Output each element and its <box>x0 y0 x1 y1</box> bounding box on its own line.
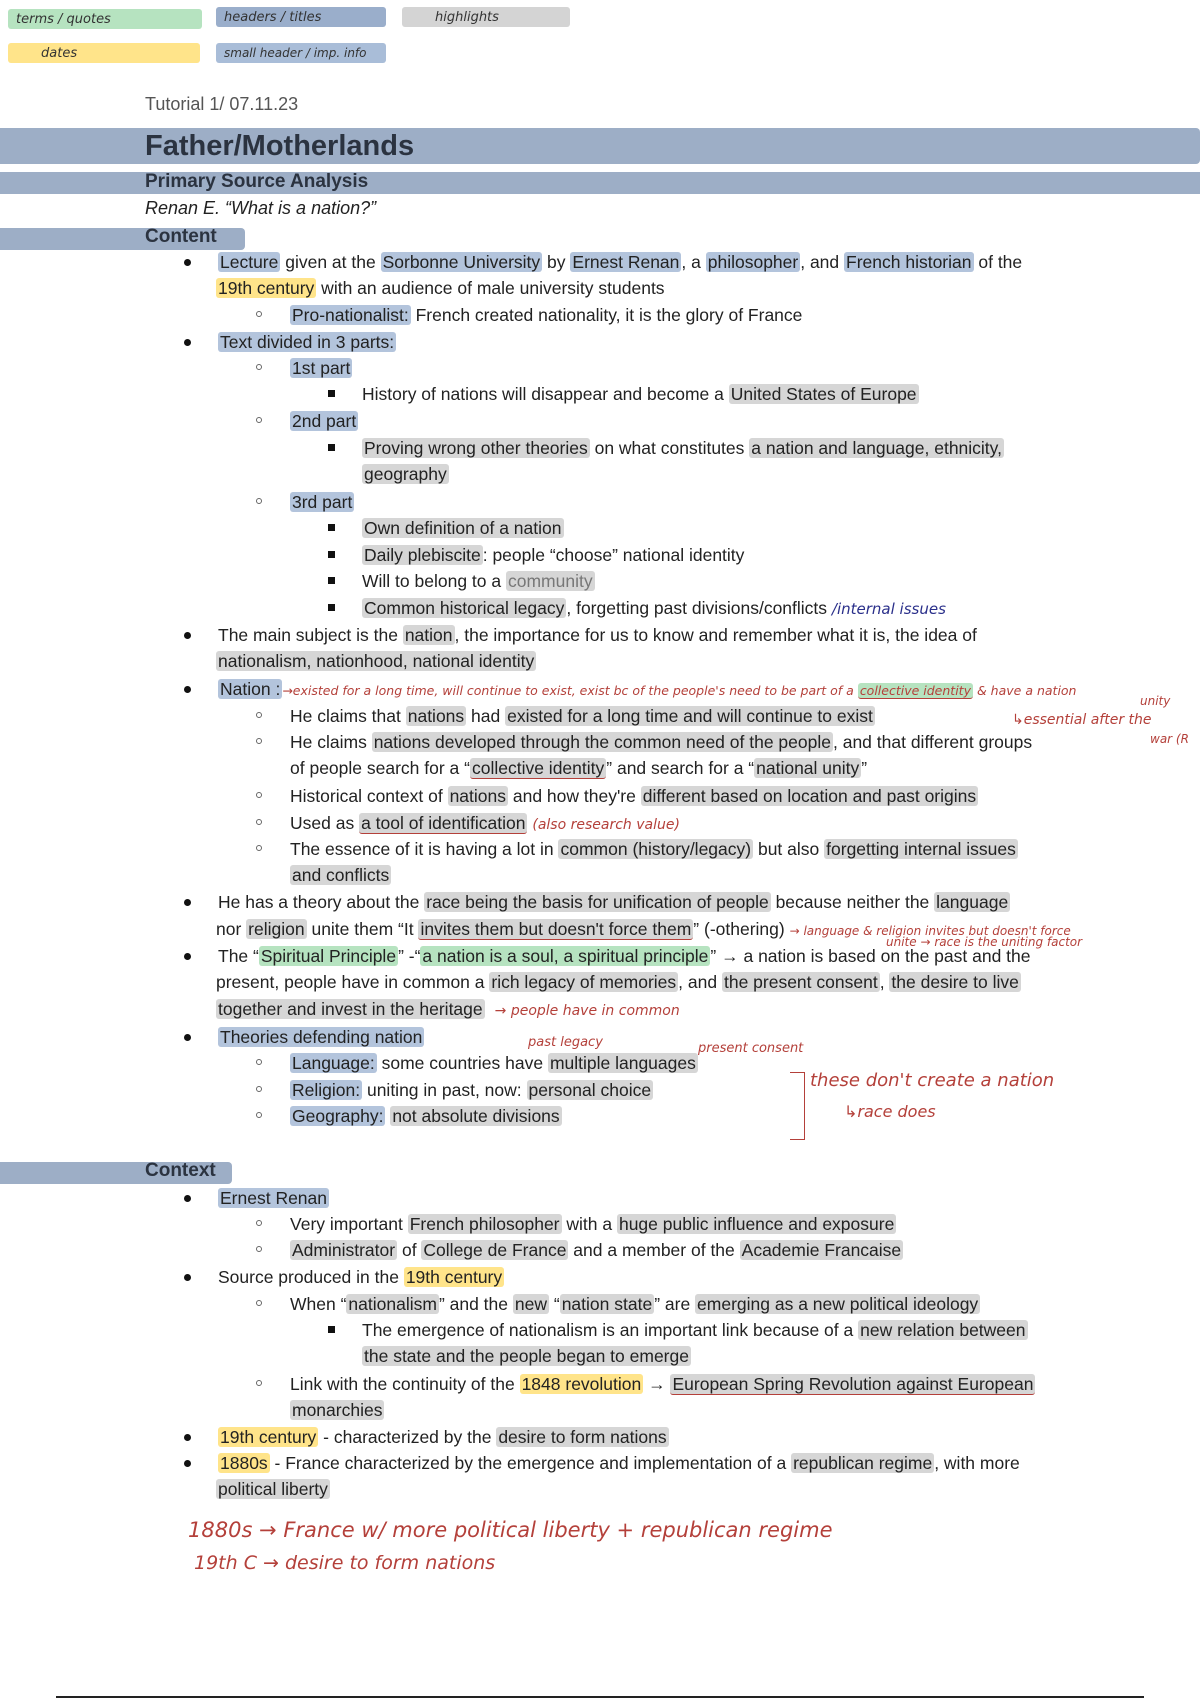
content-line-10: 3rd part <box>256 490 354 514</box>
content-line-2: 19th century with an audience of male university students <box>218 278 665 298</box>
content-line-28: present, people have in common a rich legacy of memories , and the present consent , the desire to live <box>216 972 1019 992</box>
content-line-32: Religion: uniting in past, now: personal choice <box>256 1078 653 1102</box>
content-line-33: Geography: not absolute divisions <box>256 1104 562 1128</box>
legend-headers: headers / titles <box>216 7 386 27</box>
source-citation: Renan E. “What is a nation?” <box>145 198 377 218</box>
content-heading: Content <box>145 226 217 247</box>
note-past-legacy: past legacy <box>528 1035 603 1050</box>
content-line-30: Theories defending nation <box>184 1025 424 1049</box>
content-line-9: geography <box>364 464 447 484</box>
context-heading: Context <box>145 1160 216 1181</box>
content-line-22: Used as a tool of identification (also research value) <box>256 811 680 837</box>
context-line-12: political liberty <box>218 1479 328 1499</box>
content-line-3: Pro-nationalist: French created nationality, it is the glory of France <box>256 303 802 327</box>
context-line-8: Link with the continuity of the 1848 revolution → European Spring Revolution against European <box>256 1372 1035 1396</box>
context-line-10: 19th century - characterized by the desire to form nations <box>184 1425 669 1449</box>
note-race-factor: unite → race is the uniting factor <box>886 935 1083 949</box>
content-line-4: Text divided in 3 parts: <box>184 330 396 354</box>
handwritten-note-1: 1880s → France w/ more political liberty + republican regime <box>188 1518 833 1542</box>
context-line-6: The emergence of nationalism is an important link because of a new relation between <box>328 1318 1028 1342</box>
legend-terms: terms / quotes <box>8 9 202 29</box>
context-line-9: monarchies <box>292 1400 383 1420</box>
content-line-13: Will to belong to a community <box>328 569 595 593</box>
content-line-16: nationalism, nationhood, national identity <box>218 651 535 671</box>
note-bracket-1: these don't create a nation <box>810 1070 1055 1091</box>
content-line-17: Nation : →existed for a long time, will continue to exist, exist bc of the people's need to be part of a collective identity & have a nation <box>184 677 1076 703</box>
note-present-consent: present consent <box>698 1041 804 1056</box>
legend-highlights: highlights <box>402 7 570 27</box>
note-bracket-2: ↳race does <box>844 1102 936 1121</box>
content-line-24: and conflicts <box>292 865 390 885</box>
note-war: war (R <box>1150 732 1189 746</box>
content-line-1: Lecture given at the Sorbonne University by Ernest Renan , a philosopher , and French historian of the <box>184 250 1022 274</box>
content-line-27: The “ Spiritual Principle ” -“ a nation is a soul, a spiritual principle ” → a nation is based on the past and the <box>184 944 1031 968</box>
content-line-6: History of nations will disappear and become a United States of Europe <box>328 382 919 406</box>
page-subtitle: Primary Source Analysis <box>145 171 369 192</box>
content-line-21: Historical context of nations and how they're different based on location and past origins <box>256 784 978 808</box>
content-line-14: Common historical legacy , forgetting past divisions/conflicts /internal issues <box>328 596 946 621</box>
content-line-15: The main subject is the nation , the importance for us to know and remember what it is, the idea of <box>184 623 977 647</box>
content-line-31: Language: some countries have multiple languages <box>256 1051 698 1075</box>
content-line-5: 1st part <box>256 356 352 380</box>
context-line-7: the state and the people began to emerge <box>364 1346 689 1366</box>
content-line-7: 2nd part <box>256 409 358 433</box>
context-line-11: 1880s - France characterized by the emergence and implementation of a republican regime , with more <box>184 1451 1020 1475</box>
context-line-2: Very important French philosopher with a huge public influence and exposure <box>256 1212 896 1236</box>
context-line-3: Administrator of College de France and a member of the Academie Francaise <box>256 1238 903 1262</box>
page-title: Father/Motherlands <box>145 130 415 162</box>
content-line-29: together and invest in the heritage → people have in common <box>218 999 680 1019</box>
content-line-12: Daily plebiscite : people “choose” national identity <box>328 543 744 567</box>
content-line-23: The essence of it is having a lot in common (history/legacy) but also forgetting internal issues <box>256 837 1018 861</box>
content-line-25: He has a theory about the race being the basis for unification of people because neither the language <box>184 890 1010 914</box>
content-line-26: nor religion unite them “It invites them but doesn't force them ” (-othering) → language & religion invites but doesn't force <box>216 919 1071 939</box>
content-line-19: He claims nations developed through the common need of the people , and that different groups <box>256 730 1032 754</box>
page-bottom-rule <box>56 1696 1144 1698</box>
handwritten-note-2: 19th C → desire to form nations <box>194 1552 496 1574</box>
bracket-mark <box>790 1072 805 1140</box>
content-line-20: of people search for a “ collective identity ” and search for a “ national unity ” <box>290 758 868 778</box>
context-line-4: Source produced in the 19th century <box>184 1265 504 1289</box>
note-unity: unity <box>1140 694 1171 708</box>
note-essential: ↳essential after the <box>1012 712 1152 728</box>
content-line-18: He claims that nations had existed for a long time and will continue to exist <box>256 704 875 728</box>
context-line-1: Ernest Renan <box>184 1186 329 1210</box>
content-line-8: Proving wrong other theories on what constitutes a nation and language, ethnicity, <box>328 436 1004 460</box>
tutorial-label: Tutorial 1/ 07.11.23 <box>145 94 299 114</box>
legend-small-headers: small header / imp. info <box>216 43 386 63</box>
legend-dates: dates <box>8 43 200 63</box>
content-line-11: Own definition of a nation <box>328 516 564 540</box>
context-line-5: When “ nationalism ” and the new “ nation state ” are emerging as a new political ideology <box>256 1292 980 1316</box>
